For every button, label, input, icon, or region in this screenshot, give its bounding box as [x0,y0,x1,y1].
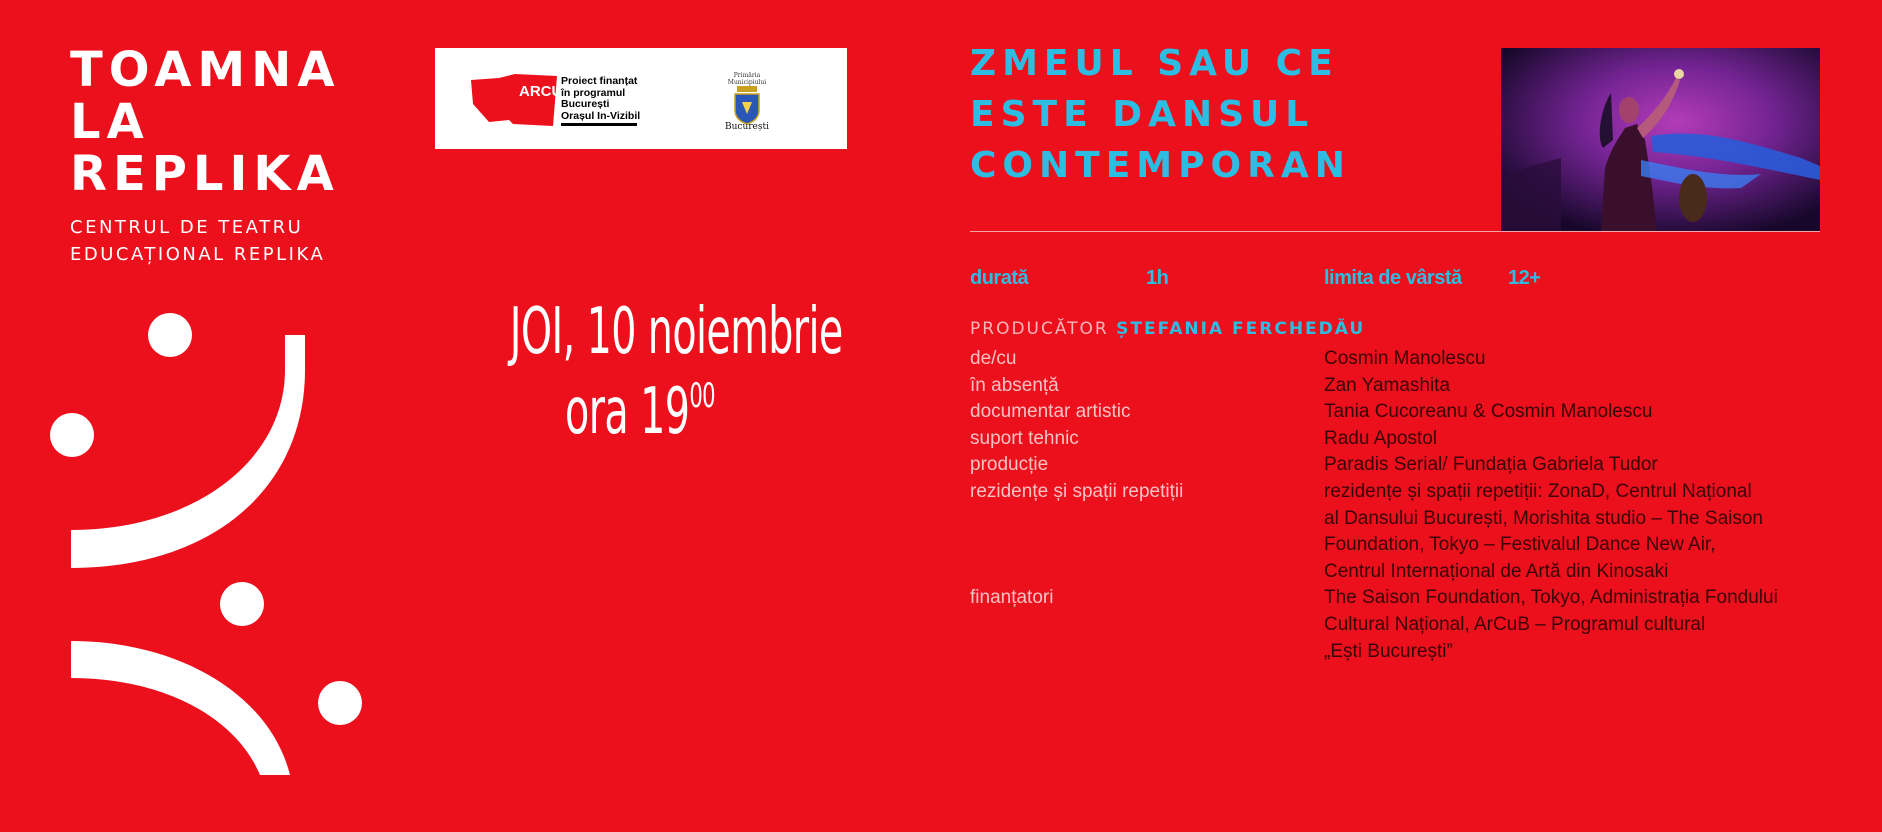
arcub-underline [561,123,637,126]
credit-label: în absență [970,374,1059,396]
age-limit-label: limita de vârstă [1324,267,1462,289]
logo-arc-smile-lower [71,641,290,775]
logo-dot-eye-left [50,413,94,457]
logo-dot-eye-top [148,313,192,357]
credit-label: de/cu [970,348,1017,369]
credit-value: Tania Cucoreanu & Cosmin Manolescu [1324,401,1653,423]
credit-value: Cultural Național, ArCuB – Programul cultural [1324,613,1706,635]
organizer-name-line: EDUCAȚIONAL REPLIKA [70,244,326,265]
logo-arc-smile-upper [71,335,305,568]
festival-title-line: REPLIKA [70,146,340,202]
producer-line [970,319,1365,339]
credit-value: Radu Apostol [1324,427,1438,449]
show-title [970,38,1351,191]
credit-label [970,639,1183,666]
event-day: JOI, 10 noiembrie [509,295,843,369]
festival-title [70,44,341,200]
duration-label: durată [970,267,1029,289]
credit-value: Paradis Serial/ Fundația Gabriela Tudor [1324,454,1658,476]
credit-value: al Dansului București, Morishita studio – The Saison [1324,507,1763,529]
event-date [509,295,843,449]
city-name-label: București [725,122,769,132]
credit-label [970,559,1183,586]
city-hall-label: Primăria Municipiului [727,72,767,86]
event-time [510,364,770,449]
credit-label: documentar artistic [970,401,1131,423]
credit-label: finanțatori [970,587,1054,609]
arcub-logo-text: ARCUB [519,83,574,100]
arcub-logo [469,74,574,126]
arcub-line: București [561,98,610,110]
credit-value: rezidențe și spații repetiții: ZonaD, Centrul Național [1324,480,1752,502]
credit-value: Cosmin Manolescu [1324,348,1486,369]
logo-dot-mid [220,582,264,626]
arcub-line: Proiect finanțat [561,75,638,87]
credit-value: Centrul Internațional de Artă din Kinosaki [1324,560,1669,582]
arcub-line: Orașul In-Vizibil [561,109,641,122]
credit-label: rezidențe și spații repetiții [970,480,1184,502]
credit-label [970,532,1183,559]
producer-label: PRODUCĂTOR [970,319,1109,339]
credit-label [970,612,1183,639]
arcub-program-text [561,76,640,122]
credits-labels [970,346,1183,665]
logo-dot-right [318,681,362,725]
producer-name: ȘTEFANIA FERCHEDĂU [1116,319,1366,339]
arcub-line: în programul [561,86,626,99]
credit-value: Zan Yamashita [1324,374,1451,396]
credits-values [1324,346,1778,665]
show-title-line: ZMEUL SAU CE [970,43,1339,84]
age-limit-value: 12+ [1508,267,1541,289]
credit-value: The Saison Foundation, Tokyo, Administrația Fondului [1324,587,1778,609]
festival-title-line: TOAMNA [70,42,341,98]
credit-value: Foundation, Tokyo – Festivalul Dance New Air, [1324,534,1716,556]
event-time-minutes: 00 [689,376,715,416]
credit-label [970,506,1183,533]
organizer-name-line: CENTRUL DE TEATRU [70,217,304,238]
credit-label: producție [970,454,1049,476]
show-title-line: CONTEMPORAN [970,145,1351,186]
section-divider [970,231,1820,232]
sponsor-bar [435,48,847,149]
replika-face-logo [40,300,380,790]
credit-value: „Ești București” [1324,640,1453,662]
organizer-name [70,214,325,268]
festival-title-line: LA [70,94,150,150]
duration-value: 1h [1146,267,1169,289]
credit-label: suport tehnic [970,427,1079,449]
event-time-hour: ora 19 [565,375,690,449]
show-title-line: ESTE DANSUL [970,94,1315,135]
show-photo [1501,48,1820,232]
